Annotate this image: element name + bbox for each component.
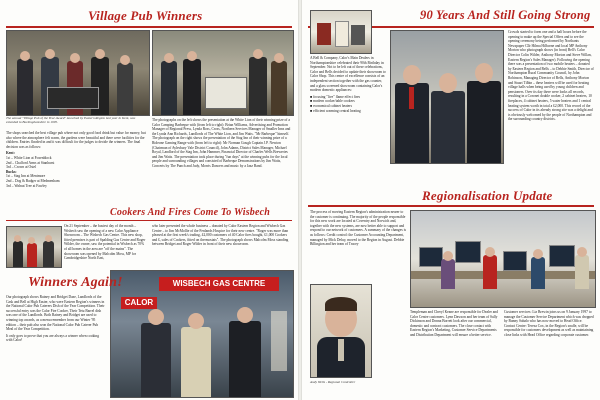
village-pub-caption: The annual "Village Pub of the Year Award" launched by Eastern Region last year in Kent, was extended to Buckinghamshire in 1995. [6,116,136,125]
feature-text: modern cooker/table cookers [313,99,355,104]
village-pub-headline: Village Pub Winners [88,8,203,23]
headline-divider [6,26,292,28]
cookers-text-1: On 21 September – the busiest day of the month – Wisbech saw the opening of a new Calor Appliance Showroom – The Wisbech Gas Centre. This new shop, fitted premises is part of Spalding Gas Centre and Roger Wilder, the owner, saw the potential in Wisbech as 70% of all homes in the area are "off the mains". The showroom was opened by Malcolm Moss, MP for Cambridgeshire North East, [64,224,146,261]
list-item: ■ economical cabinet heaters [310,103,352,108]
cookers-headline: Cookers And Fires Come To Wisbech [110,207,271,218]
list-item: 2nd – Dog & Badger at Medmenham [6,178,60,183]
regional-office-photo [410,210,596,308]
list-item: 3rd – Crown at Ostel [6,165,37,170]
winners-again-footer: It only goes to prove that you are always a winner when cooking with Calor! [6,333,100,343]
bucks-heading: Bucks: [6,169,17,174]
regionalisation-text-1: The process of moving Eastern Region's administration nearer to the customer is continuing. The majority of the people responsible for this new work are located at Coventry and Norwich and, together with the new systems, are now better able to support and respond to our network of customers. A summary of the changes is as follows: Credit control: the Customer Accounting Department, managed by Mick Deluy, moved to the Region in August. Debbie Billington and her team of Tracey [310,210,406,247]
feature-text: efficient warming central heating [313,108,361,113]
regionalisation-column-2 [410,310,498,382]
barbeque-prize [47,87,99,109]
bucks-winners-list [6,174,148,188]
portrait-caption: Andy Wells - Regional Controller [310,380,356,384]
wisbech-gas-centre-photo [110,270,294,398]
list-item: ■ efficient warming central heating [310,108,361,113]
calor-shop-interior-photo [310,10,372,54]
regionalisation-text-3: Customer services: Liz Brewin joins us on 9 January 1997 to manage the Customer Service Department which was dropped by Bunny Sabalo who has now moved to Head Office. Contact Centre: Teresa Cox, in the Region's snafle, will be responsible for customers development as well as maintaining close links with Head Office regarding corporate customer. [504,310,594,337]
cookers-text-2: who later presented the whole business – donated by Calor Eastern Region and Wisbech Gas Centre – to Jim McMollie of the Fenlands Hospice for their new centre. "Roger was more than pleased at the first week's trading, 42,000 customers of 40 Calor fires bought, £1,000 Cookers and £, sales of Cookers, fitted on thermostats". The photograph shows Malcolm Moss standing between Bridget and Roger Wilder in front of their new showroom. [152,224,289,247]
list-item: 1st – White Lion at Foxenblock [6,155,52,160]
bell-company-directors-photo [390,30,504,164]
regionalisation-column-3 [504,310,594,390]
pub-presentation-photo-white-lion [6,30,150,116]
winners-again-column [6,295,106,381]
regional-controller-portrait [310,284,372,378]
list-item: 1st – Stag Inn at Mentmore [6,174,46,179]
gas-range-prize [205,77,247,109]
winners-again-body: Our photograph shows Rainey and Bridget Daze, Landlords of the Cask and Bell at High Easter, who were Eastern Region's winners in the National Calor Pub Caterers Dish of the Year Competition. Their successful entry was the Calor Fire Cooker, Their Tetu Barrel dish was one of the Landlords. Both Rainey and Bridget are used to winning top awards, as a menu remember from our Winter '95 edition – their pub also won the National Calor Pub Caterer Pub Meal of the Year Competition. [6,295,105,332]
section-divider [6,220,292,221]
list-item: 2nd – Chalford Arms at Stanhurst [6,160,55,165]
village-pub-presentation-text: The photographs on the left shows the presentation at the White Lion of their winning prize of a Calor Camping Barbeque with (from left to right): Brian Williams, Advertising and Promotion Manager of Regional Press, Lynda Ross, Cross, Northern Services Manager of Smaller Inns and the Lynda Ann Richards, Landlords of The White Lion, and Jim Watts. "Mr Barbeque" himself. The photograph on the right shows the presentation of the Stag Inn of their winning prize of a Rideone Gaming Range with (from left to right): Mr Norman Gough Captain J.P. Newton (Chairman of Aylesbury Vale District Council), John Adams, District Sales Manager, Michael Royal, Landlord of the Stag Inn, John Hammer, Financial Director of Charles Wells Breweries and Jim Watts. The presentation took place during "fun days" at the winning pubs for the local people and surrounding villages and consisted of Barbeque Demonstrations by Jim Watts, Concerts by The Punch and Judy, Morris Dancers and music by a Jazz Band. [152,118,291,168]
feature-text: economical cabinet heaters [313,103,352,108]
ninety-years-column-2 [508,30,594,184]
kent-winners-list [6,156,148,170]
winners-again-headline: Winners Again! [28,275,123,290]
regionalisation-headline: Regionalisation Update [422,188,553,203]
ninety-years-column-1 [310,56,386,162]
wisbech-gas-centre-sign: WISBECH GAS CENTRE [159,277,279,291]
kent-heading: Kent: [6,151,15,156]
feature-text: focusing "live" flame effect fires [313,94,361,99]
ninety-years-text-1: A Bell & Company, Calor's Main Dealers in Northamptonshire celebrated their 90th Birthday in September. Not to be left out of these celebrations, Calor and Bells decided to update their showroom to Calor Shop. This centre of excellence consists of an independent section together with the gas counter, and a glass screened showroom containing Calor's modern domestic appliances: [310,56,386,93]
list-item: ■ focusing "live" flame effect fires [310,94,361,99]
regionalisation-column-1 [310,210,406,280]
regionalisation-text-2: Templeman and Cheryl Keane are responsible for Dealer and Calor Centre customers. Lynn Dawson and her team of Sally Dickinson and Donna Borrett look after our commercial, domestic and contract customers. The close contact with Eastern Region's Marketing, Customer Service Departments and Distribution Department will ensure a better service. [410,310,498,337]
calor-sign: CALOR [121,297,157,309]
hospice-donation-photo [6,226,62,268]
ninety-years-text-2: Crowds started to form one and a half hours before the opening to make up the Special Offers and to see the opening ceremony being performed by Northants Newspaper Cllr Hilma Hilborne and local MP Anthony Morton who photograph shows (in front) Bell's Calor Director Colin Wilder, Anthony Morton and Steve Willan, Eastern Region's Sales Manager). Following the opening there was a presentation of two mobile heaters – donated by Eastern Region and Bells – to Debbie Smith, Director of Northampton Rural Community Council, by John Robinson, Managing Director of Bells, Anthony Morton and Stuart Tilbin – these heaters will be used for heating village halls when being used by young children and pensioners. Over its day there were looks all records, resulting in a Coronet double cooker, 2 cabinet heaters, 10 fireplaces, 4 cabinet heaters, 5 water heaters and 1 central heating system worth in total a £2,000. This record of the success of Calor in its already strong site was a delight and is obviously welcomed by the people of Northampton and the surrounding country districts. [508,30,594,122]
appliance-feature-list [310,95,386,113]
cookers-column-2 [152,224,292,268]
ninety-years-headline: 90 Years And Still Going Strong [420,8,591,22]
right-page [302,0,600,400]
village-pub-intro: The shops searched the best village pub where not only good food drink but value for money, but also where the atmosphere felt warm, the gardens were beautiful and there were facilities for the children. Entries flooded in and it was difficult for the judges to decide the winners. The final decision was as follows: [6,131,146,149]
section-divider [308,205,594,207]
list-item: 3rd – Walnut Tree at Fawley [6,183,47,188]
pub-presentation-photo-stag-inn [152,30,294,116]
left-page [0,0,298,400]
list-item: ■ modern cooker/table cookers [310,99,355,104]
village-pub-intro-column [6,131,148,203]
village-pub-right-column [152,118,292,204]
